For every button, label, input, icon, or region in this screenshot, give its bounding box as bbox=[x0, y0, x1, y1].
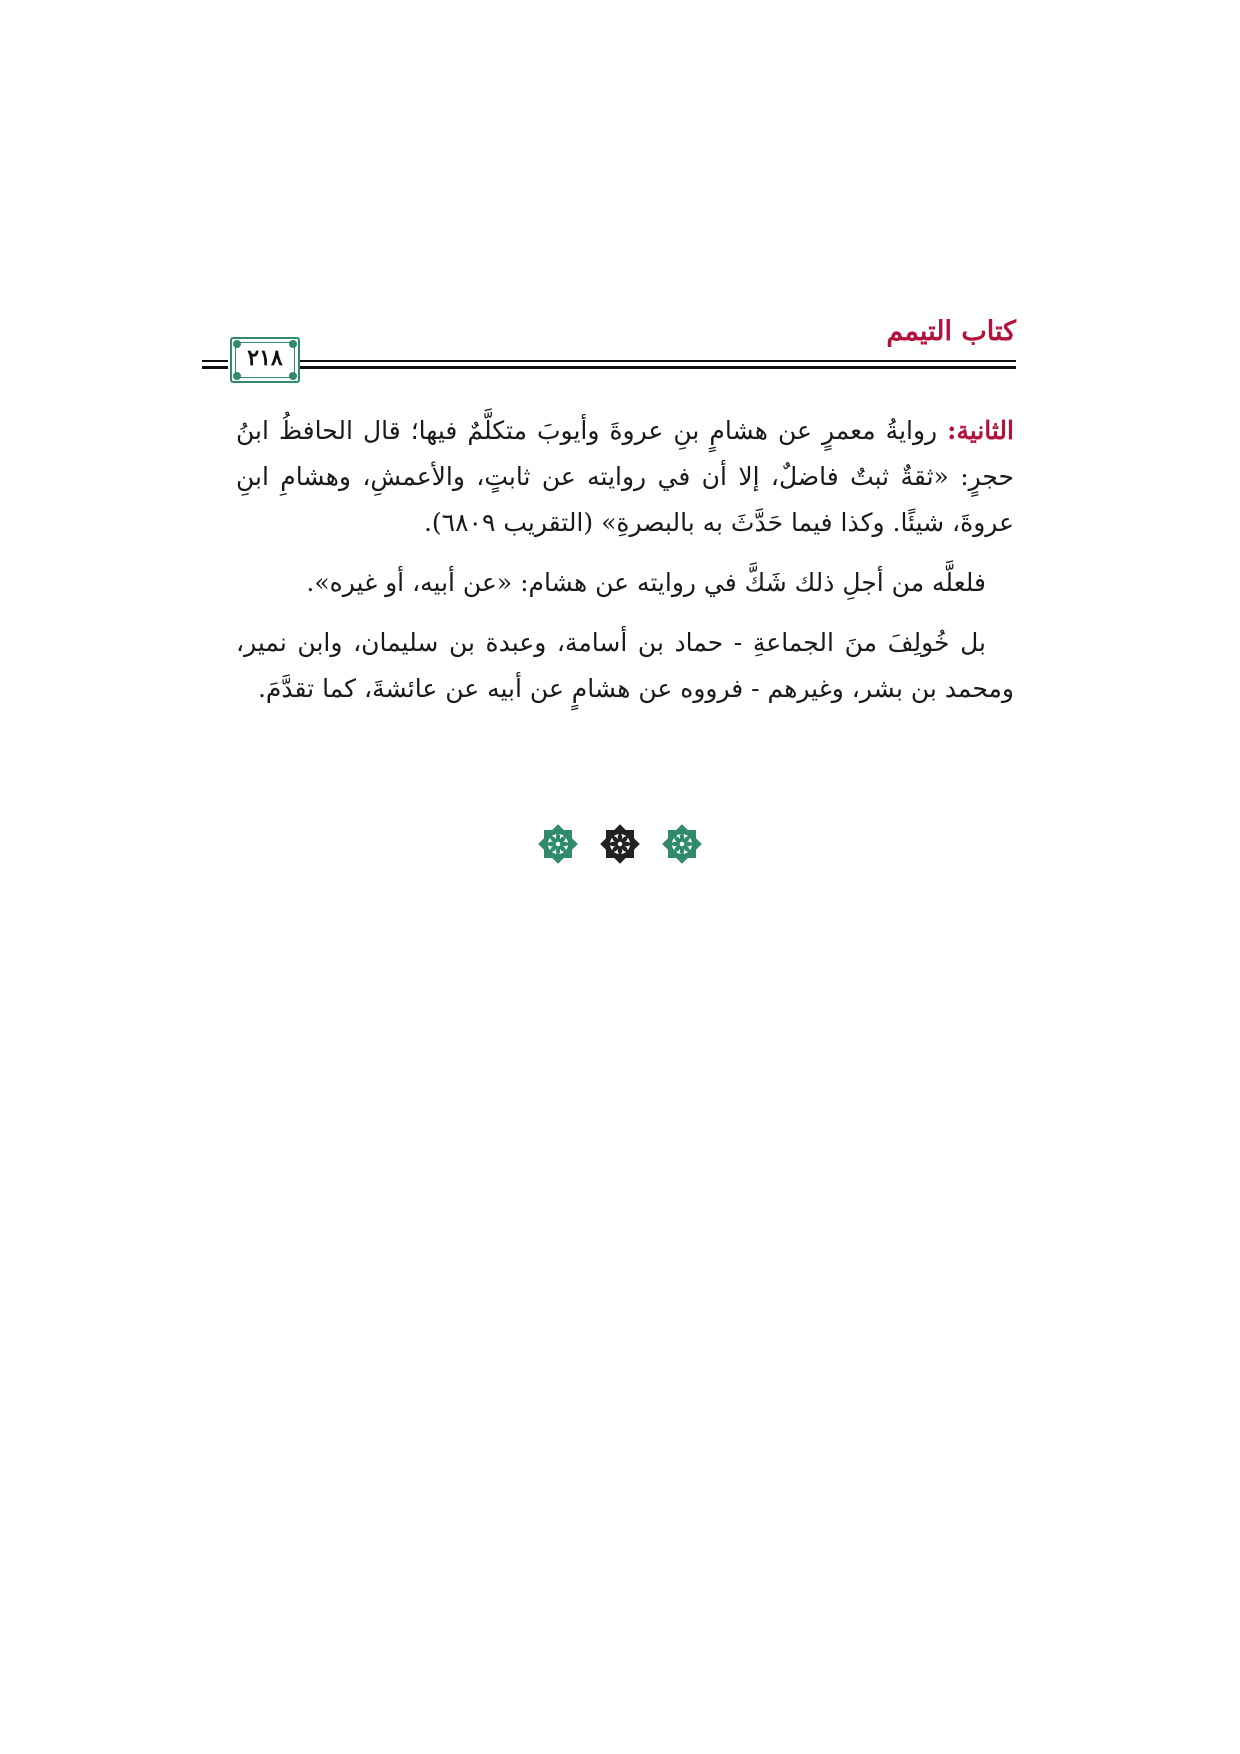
section-end-ornaments bbox=[0, 822, 1240, 872]
page-number-frame bbox=[230, 337, 300, 383]
ornament-center bbox=[617, 841, 623, 847]
ornament-center bbox=[679, 841, 685, 847]
ornament-shape bbox=[600, 824, 640, 864]
paragraph: بل خُولِفَ منَ الجماعةِ - حماد بن أسامة، وعبدة بن سليمان، وابن نمير، ومحمد بن بشر، وغيرهم - فرووه عن هشامٍ عن أبيه عن عائشةَ، كما تقدَّمَ. bbox=[236, 628, 1014, 703]
page-header bbox=[236, 316, 1016, 392]
main-text bbox=[236, 408, 1014, 726]
ornament-shape bbox=[538, 824, 578, 864]
paragraph-second bbox=[236, 408, 1014, 546]
header-rule-stub bbox=[202, 360, 228, 370]
ornament-center bbox=[555, 841, 561, 847]
paragraph: فلعلَّه من أجلِ ذلك شَكَّ في روايته عن هشام: «عن أبيه، أو غيره». bbox=[306, 568, 986, 597]
ornament-shape bbox=[662, 824, 702, 864]
header-double-rule bbox=[236, 360, 1016, 370]
star-flower-icon bbox=[660, 822, 704, 866]
paragraph-label: الثانية: bbox=[947, 416, 1014, 445]
star-flower-icon bbox=[536, 822, 580, 866]
frame-corner-icon bbox=[289, 372, 297, 380]
star-flower-icon bbox=[598, 822, 642, 866]
paragraph-text: روايةُ معمرٍ عن هشامٍ بنِ عروةَ وأيوبَ متكلَّمٌ فيها؛ قال الحافظُ ابنُ حجرٍ: «ثقةٌ ثبتٌ فاضلٌ، إلا أن في روايته عن ثابتٍ، والأعمشِ، وهشامِ ابنِ عروةَ، شيئًا. وكذا فيما حَدَّثَ به بالبصرةِ» (التقريب ٦٨٠٩). bbox=[236, 416, 1014, 537]
frame-corner-icon bbox=[233, 372, 241, 380]
page-number: ٢١٨ bbox=[247, 345, 283, 371]
book-title: كتاب التيمم bbox=[886, 316, 1016, 347]
